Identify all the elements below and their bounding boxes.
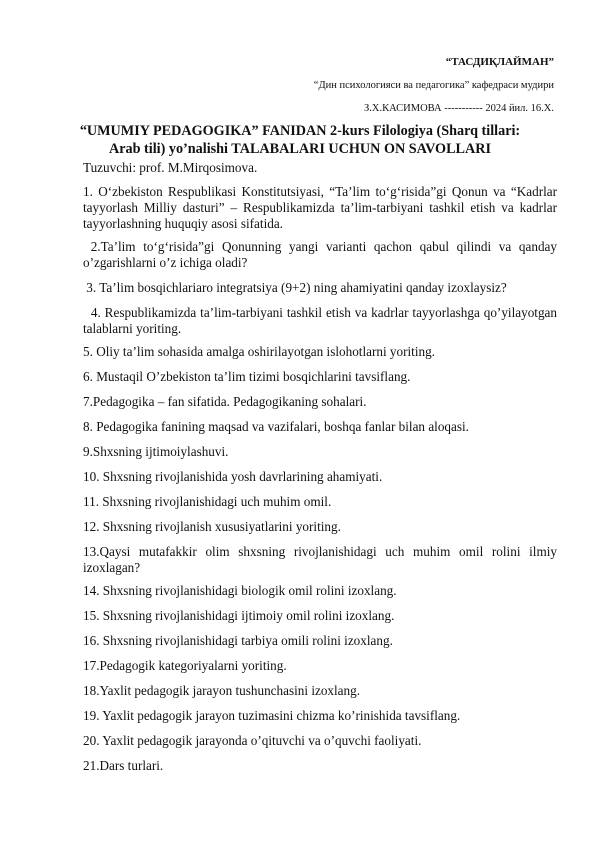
question-17: 17.Pedagogik kategoriyalarni yoriting. (83, 658, 287, 673)
question-19: 19. Yaxlit pedagogik jarayon tuzimasini chizma ko’rinishida tavsiflang. (83, 708, 461, 723)
approval-department-head: “Дин психологияси ва педагогика” кафедраси мудири (313, 80, 554, 91)
question-21: 21.Dars turlari. (83, 758, 164, 773)
question-4: 4. Respublikamizda ta’lim-tarbiyani tashkil etish va kadrlar tayyorlashga qo’yilayotgan talablarni yoriting. (83, 305, 561, 336)
document-body (83, 160, 561, 774)
question-8: 8. Pedagogika fanining maqsad va vazifalari, boshqa fanlar bilan aloqasi. (83, 419, 469, 434)
question-12: 12. Shxsning rivojlanish xususiyatlarini yoriting. (83, 519, 341, 534)
question-3: 3. Ta’lim bosqichlariaro integratsiya (9+2) ning ahamiyatini qanday izoxlaysiz? (83, 280, 507, 295)
question-2: 2.Ta’lim to‘g‘risida”gi Qonunning yangi varianti qachon qabul qilindi va qanday o’zgarishlarni o’z ichiga oladi? (83, 239, 561, 270)
question-1: 1. O‘zbekiston Respublikasi Konstitutsiyasi, “Ta’lim to‘g‘risida”gi Qonun va “Kadrlar tayyorlash Milliy dasturi” – Respublikamizda ta’lim-tarbiyani tashkil etish va kadrlar tayyorlashning huquqiy asosi sifatida. (83, 184, 557, 231)
approval-signature-date: З.Х.КАСИМОВА ----------- 2024 йил. 16.Х. (364, 103, 554, 114)
question-7: 7.Pedagogika – fan sifatida. Pedagogikaning sohalari. (83, 394, 367, 409)
question-9: 9.Shxsning ijtimoiylashuvi. (83, 444, 229, 459)
question-13: 13.Qaysi mutafakkir olim shxsning rivojlanishidagi uch muhim omil rolini ilmiy izoxlagan? (83, 544, 557, 575)
question-6: 6. Mustaqil O’zbekiston ta’lim tizimi bosqichlarini tavsiflang. (83, 369, 411, 384)
question-16: 16. Shxsning rivojlanishidagi tarbiya omili rolini izoxlang. (83, 633, 393, 648)
question-5: 5. Oliy ta’lim sohasida amalga oshirilayotgan islohotlarni yoriting. (83, 344, 435, 359)
title-line-2: Arab tili) yo’nalishi TALABALARI UCHUN ON SAVOLLARI (108, 141, 492, 157)
tutor-line: Tuzuvchi: prof. M.Mirqosimova. (83, 160, 258, 175)
question-10: 10. Shxsning rivojlanishida yosh davrlarining ahamiyati. (83, 469, 383, 484)
title-line-1: “UMUMIY PEDAGOGIKA” FANIDAN 2-kurs Filologiya (Sharq tillari: (79, 123, 521, 139)
question-15: 15. Shxsning rivojlanishidagi ijtimoiy omil rolini izoxlang. (83, 608, 395, 623)
approval-stamp-title: “ТАСДИҚЛАЙМАН” (445, 56, 554, 68)
document-title (60, 122, 540, 158)
question-20: 20. Yaxlit pedagogik jarayonda o’qituvchi va o’quvchi faoliyati. (83, 733, 422, 748)
question-11: 11. Shxsning rivojlanishidagi uch muhim omil. (83, 494, 332, 509)
question-18: 18.Yaxlit pedagogik jarayon tushunchasini izoxlang. (83, 683, 361, 698)
question-14: 14. Shxsning rivojlanishidagi biologik omil rolini izoxlang. (83, 583, 397, 598)
